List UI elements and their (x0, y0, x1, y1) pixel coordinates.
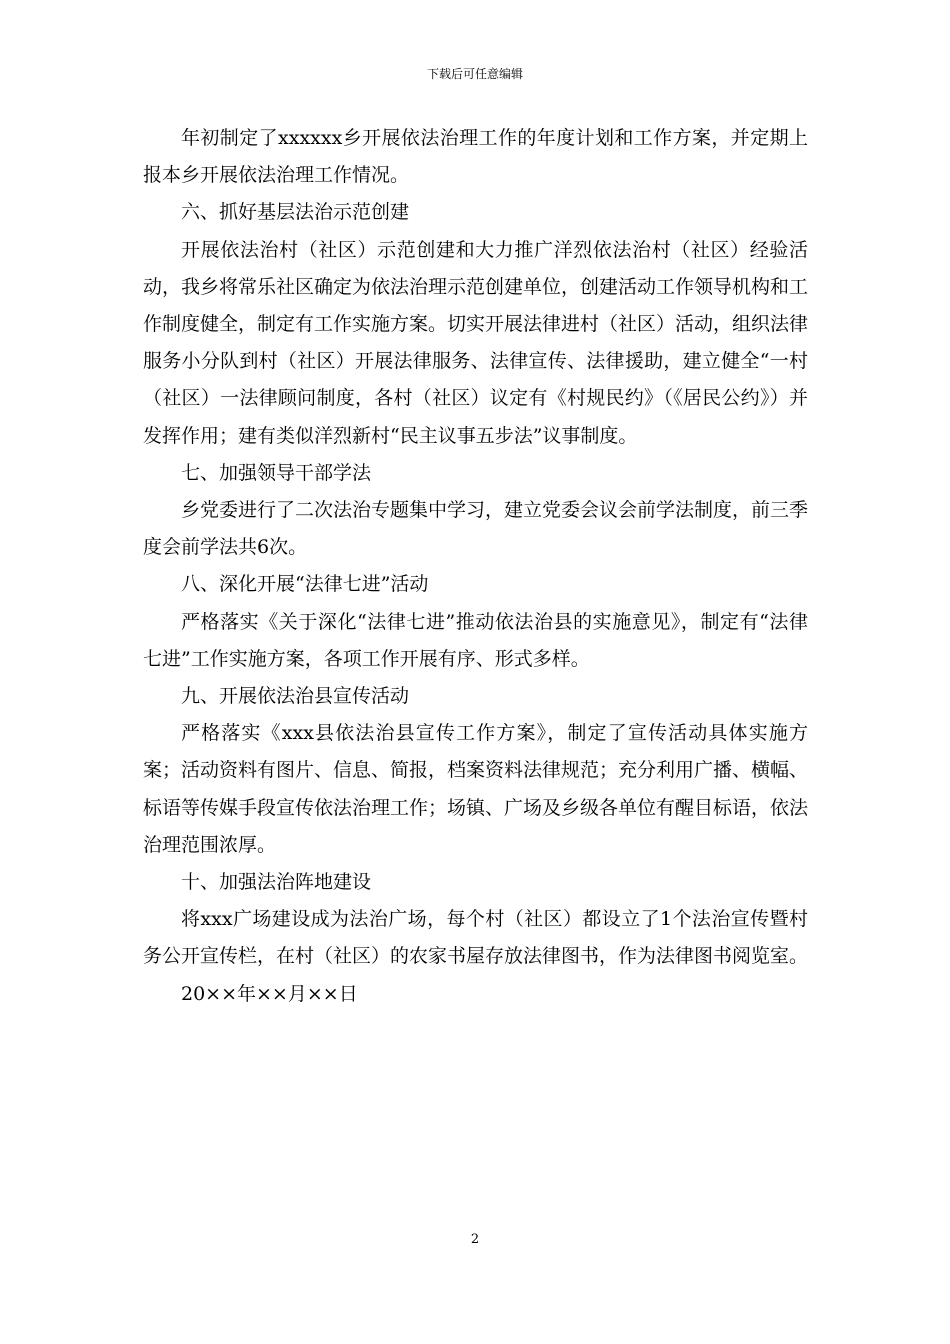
section-heading: 七、加强领导干部学法 (181, 461, 372, 484)
section-heading: 八、深化开展“法律七进”活动 (181, 573, 429, 596)
paragraph: 严格落实《关于深化“法律七进”推动依法治县的实施意见》，制定有“法律七进”工作实施方案，各项工作开展有序、形式多样。 (143, 610, 808, 670)
section-heading: 十、加强法治阵地建设 (181, 871, 372, 894)
paragraph: 将xxx广场建设成为法治广场，每个村（社区）都设立了1个法治宣传暨村务公开宣传栏，在村（社区）的农家书屋存放法律图书，作为法律图书阅览室。 (143, 908, 809, 968)
paragraph: 年初制定了xxxxxx乡开展依法治理工作的年度计划和工作方案，并定期上报本乡开展依法治理工作情况。 (143, 127, 808, 187)
page-header: 下载后可任意编辑 (426, 67, 523, 81)
section-heading: 六、抓好基层法治示范创建 (181, 201, 410, 224)
section-heading: 九、开展依法治县宣传活动 (181, 685, 410, 708)
paragraph: 乡党委进行了二次法治专题集中学习，建立党委会议会前学法制度，前三季度会前学法共6次。 (143, 499, 809, 559)
paragraph: 开展依法治村（社区）示范创建和大力推广洋烈依法治村（社区）经验活动，我乡将常乐社区确定为依法治理示范创建单位，创建活动工作领导机构和工作制度健全，制定有工作实施方案。切实开展法律进村（社区）活动，组织法律服务小分队到村（社区）开展法律服务、法律宣传、法律援助，建立健全“一村（社区）一法律顾问制度，各村（社区）议定有《村规民约》（《居民公约》）并发挥作用；建有类似洋烈新村“民主议事五步法”议事制度。 (143, 238, 809, 447)
paragraph: 严格落实《xxx县依法治县宣传工作方案》，制定了宣传活动具体实施方案；活动资料有图片、信息、简报，档案资料法律规范；充分利用广播、横幅、标语等传媒手段宣传依法治理工作；场镇、广场及乡级各单位有醒目标语，依法治理范围浓厚。 (143, 722, 809, 856)
document-body (143, 120, 808, 1013)
page-number: 2 (470, 1232, 480, 1247)
document-date: 20××年××月××日 (181, 982, 358, 1005)
